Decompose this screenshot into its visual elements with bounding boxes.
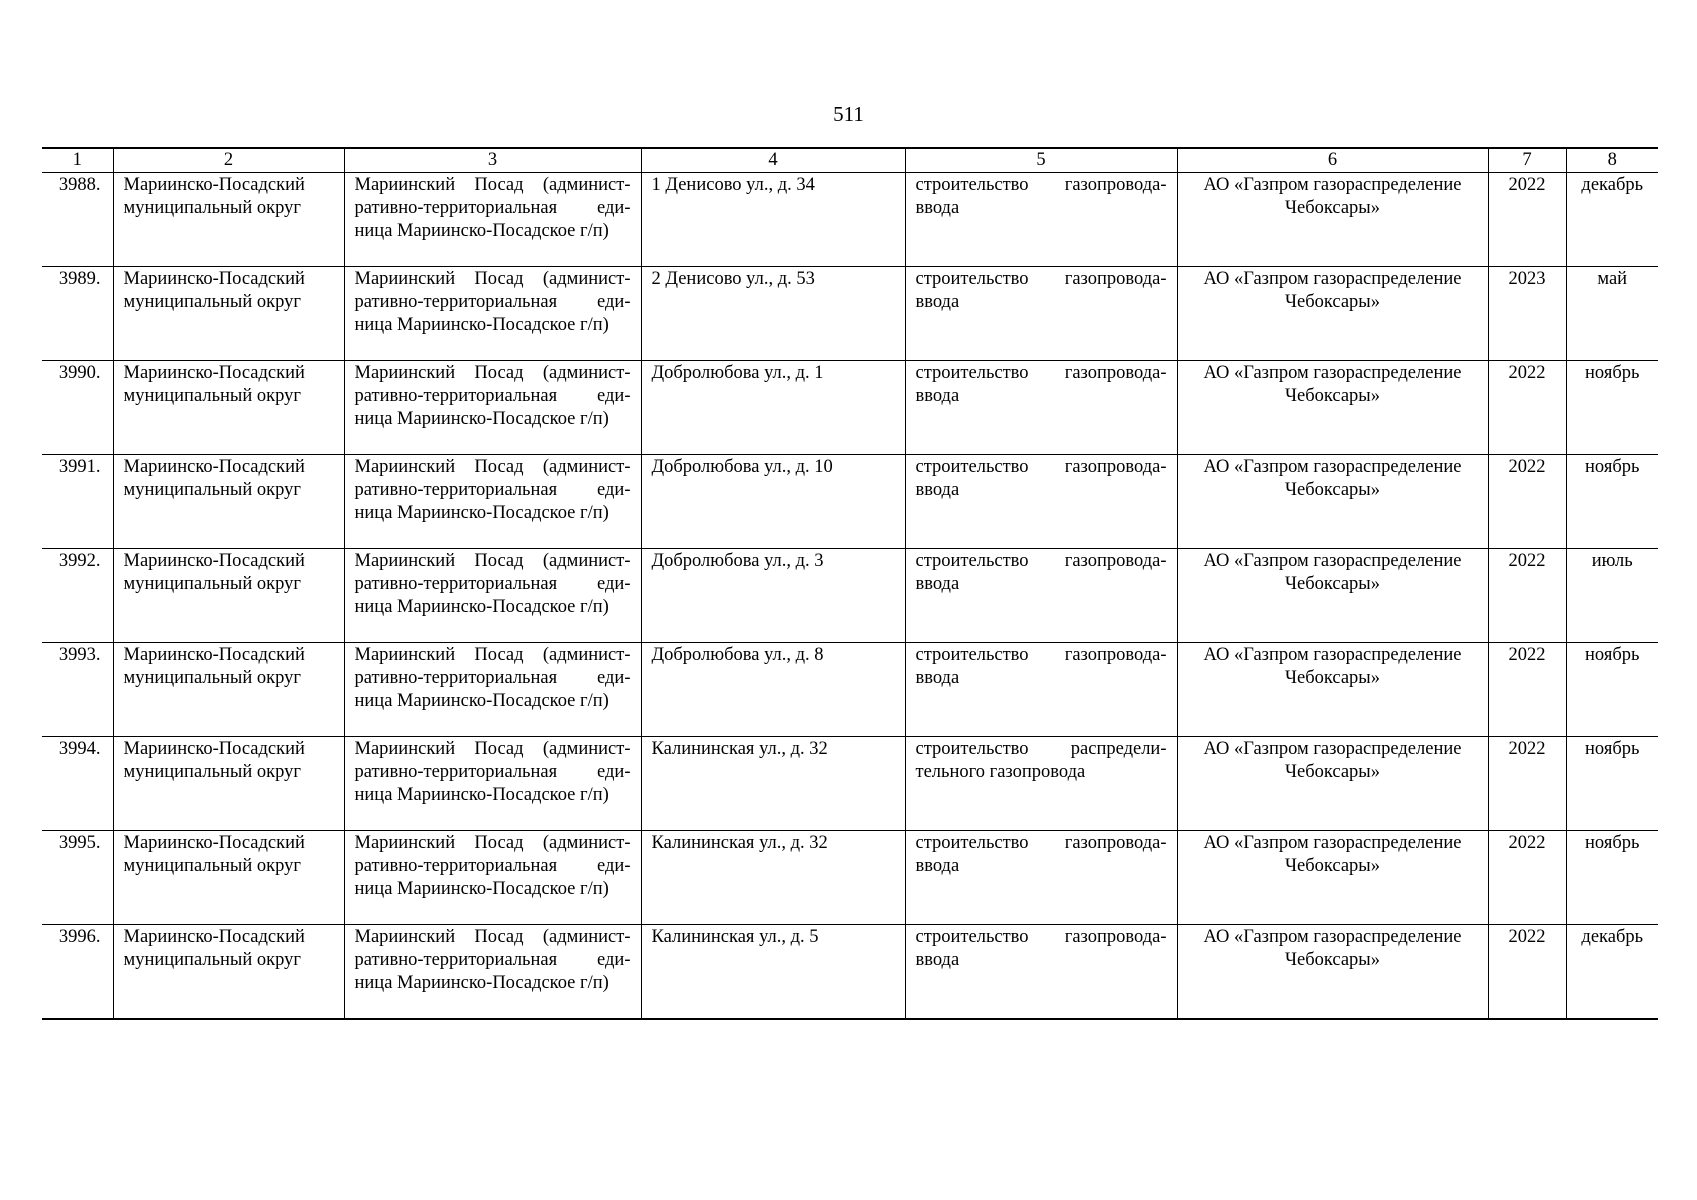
month-cell: июль — [1566, 549, 1658, 643]
district-cell: Мариинско-Посадский муниципальный округ — [113, 643, 344, 737]
year-cell: 2022 — [1488, 643, 1566, 737]
month-cell: ноябрь — [1566, 737, 1658, 831]
year-cell: 2022 — [1488, 925, 1566, 1019]
column-header: 5 — [905, 148, 1177, 173]
row-number: 3994. — [42, 737, 113, 831]
work-type-cell: строительство распредели-тельного газопровода — [905, 737, 1177, 831]
column-header: 3 — [344, 148, 641, 173]
row-number: 3989. — [42, 267, 113, 361]
address-cell: 1 Денисово ул., д. 34 — [641, 173, 905, 267]
district-cell: Мариинско-Посадский муниципальный округ — [113, 173, 344, 267]
work-type-cell: строительство газопровода-ввода — [905, 925, 1177, 1019]
organization-cell: АО «Газпром газораспределение Чебоксары» — [1177, 455, 1488, 549]
organization-cell: АО «Газпром газораспределение Чебоксары» — [1177, 361, 1488, 455]
address-cell: Добролюбова ул., д. 3 — [641, 549, 905, 643]
row-number: 3991. — [42, 455, 113, 549]
organization-cell: АО «Газпром газораспределение Чебоксары» — [1177, 737, 1488, 831]
table-row — [42, 173, 1658, 267]
table-row — [42, 361, 1658, 455]
work-type-cell: строительство газопровода-ввода — [905, 173, 1177, 267]
work-type-cell: строительство газопровода-ввода — [905, 831, 1177, 925]
table-row — [42, 737, 1658, 831]
work-type-cell: строительство газопровода-ввода — [905, 455, 1177, 549]
month-cell: ноябрь — [1566, 455, 1658, 549]
settlement-cell: Мариинский Посад (админист-ративно-территориальная еди-ница Мариинско-Посадское г/п) — [344, 831, 641, 925]
column-header: 4 — [641, 148, 905, 173]
district-cell: Мариинско-Посадский муниципальный округ — [113, 831, 344, 925]
district-cell: Мариинско-Посадский муниципальный округ — [113, 925, 344, 1019]
settlement-cell: Мариинский Посад (админист-ративно-территориальная еди-ница Мариинско-Посадское г/п) — [344, 549, 641, 643]
row-number: 3993. — [42, 643, 113, 737]
settlement-cell: Мариинский Посад (админист-ративно-территориальная еди-ница Мариинско-Посадское г/п) — [344, 173, 641, 267]
row-number: 3992. — [42, 549, 113, 643]
column-header: 1 — [42, 148, 113, 173]
address-cell: 2 Денисово ул., д. 53 — [641, 267, 905, 361]
month-cell: май — [1566, 267, 1658, 361]
year-cell: 2023 — [1488, 267, 1566, 361]
table-row — [42, 925, 1658, 1019]
year-cell: 2022 — [1488, 831, 1566, 925]
column-header: 8 — [1566, 148, 1658, 173]
address-cell: Калининская ул., д. 32 — [641, 737, 905, 831]
settlement-cell: Мариинский Посад (админист-ративно-территориальная еди-ница Мариинско-Посадское г/п) — [344, 361, 641, 455]
district-cell: Мариинско-Посадский муниципальный округ — [113, 361, 344, 455]
table-row — [42, 549, 1658, 643]
row-number: 3990. — [42, 361, 113, 455]
month-cell: декабрь — [1566, 925, 1658, 1019]
address-cell: Добролюбова ул., д. 1 — [641, 361, 905, 455]
column-header: 7 — [1488, 148, 1566, 173]
table-row — [42, 455, 1658, 549]
settlement-cell: Мариинский Посад (админист-ративно-территориальная еди-ница Мариинско-Посадское г/п) — [344, 267, 641, 361]
gas-works-table — [42, 147, 1658, 1020]
table-row — [42, 643, 1658, 737]
settlement-cell: Мариинский Посад (админист-ративно-территориальная еди-ница Мариинско-Посадское г/п) — [344, 455, 641, 549]
column-number-row — [42, 148, 1658, 173]
work-type-cell: строительство газопровода-ввода — [905, 549, 1177, 643]
organization-cell: АО «Газпром газораспределение Чебоксары» — [1177, 267, 1488, 361]
month-cell: ноябрь — [1566, 643, 1658, 737]
address-cell: Калининская ул., д. 32 — [641, 831, 905, 925]
work-type-cell: строительство газопровода-ввода — [905, 267, 1177, 361]
table-row — [42, 831, 1658, 925]
district-cell: Мариинско-Посадский муниципальный округ — [113, 455, 344, 549]
district-cell: Мариинско-Посадский муниципальный округ — [113, 737, 344, 831]
row-number: 3988. — [42, 173, 113, 267]
row-number: 3995. — [42, 831, 113, 925]
page-number: 511 — [833, 102, 864, 126]
month-cell: ноябрь — [1566, 361, 1658, 455]
address-cell: Добролюбова ул., д. 8 — [641, 643, 905, 737]
organization-cell: АО «Газпром газораспределение Чебоксары» — [1177, 549, 1488, 643]
settlement-cell: Мариинский Посад (админист-ративно-территориальная еди-ница Мариинско-Посадское г/п) — [344, 737, 641, 831]
table-row — [42, 267, 1658, 361]
year-cell: 2022 — [1488, 737, 1566, 831]
settlement-cell: Мариинский Посад (админист-ративно-территориальная еди-ница Мариинско-Посадское г/п) — [344, 643, 641, 737]
year-cell: 2022 — [1488, 173, 1566, 267]
organization-cell: АО «Газпром газораспределение Чебоксары» — [1177, 173, 1488, 267]
work-type-cell: строительство газопровода-ввода — [905, 361, 1177, 455]
settlement-cell: Мариинский Посад (админист-ративно-территориальная еди-ница Мариинско-Посадское г/п) — [344, 925, 641, 1019]
organization-cell: АО «Газпром газораспределение Чебоксары» — [1177, 925, 1488, 1019]
address-cell: Добролюбова ул., д. 10 — [641, 455, 905, 549]
month-cell: декабрь — [1566, 173, 1658, 267]
organization-cell: АО «Газпром газораспределение Чебоксары» — [1177, 643, 1488, 737]
year-cell: 2022 — [1488, 549, 1566, 643]
row-number: 3996. — [42, 925, 113, 1019]
address-cell: Калининская ул., д. 5 — [641, 925, 905, 1019]
district-cell: Мариинско-Посадский муниципальный округ — [113, 267, 344, 361]
work-type-cell: строительство газопровода-ввода — [905, 643, 1177, 737]
year-cell: 2022 — [1488, 455, 1566, 549]
column-header: 2 — [113, 148, 344, 173]
month-cell: ноябрь — [1566, 831, 1658, 925]
organization-cell: АО «Газпром газораспределение Чебоксары» — [1177, 831, 1488, 925]
year-cell: 2022 — [1488, 361, 1566, 455]
district-cell: Мариинско-Посадский муниципальный округ — [113, 549, 344, 643]
column-header: 6 — [1177, 148, 1488, 173]
